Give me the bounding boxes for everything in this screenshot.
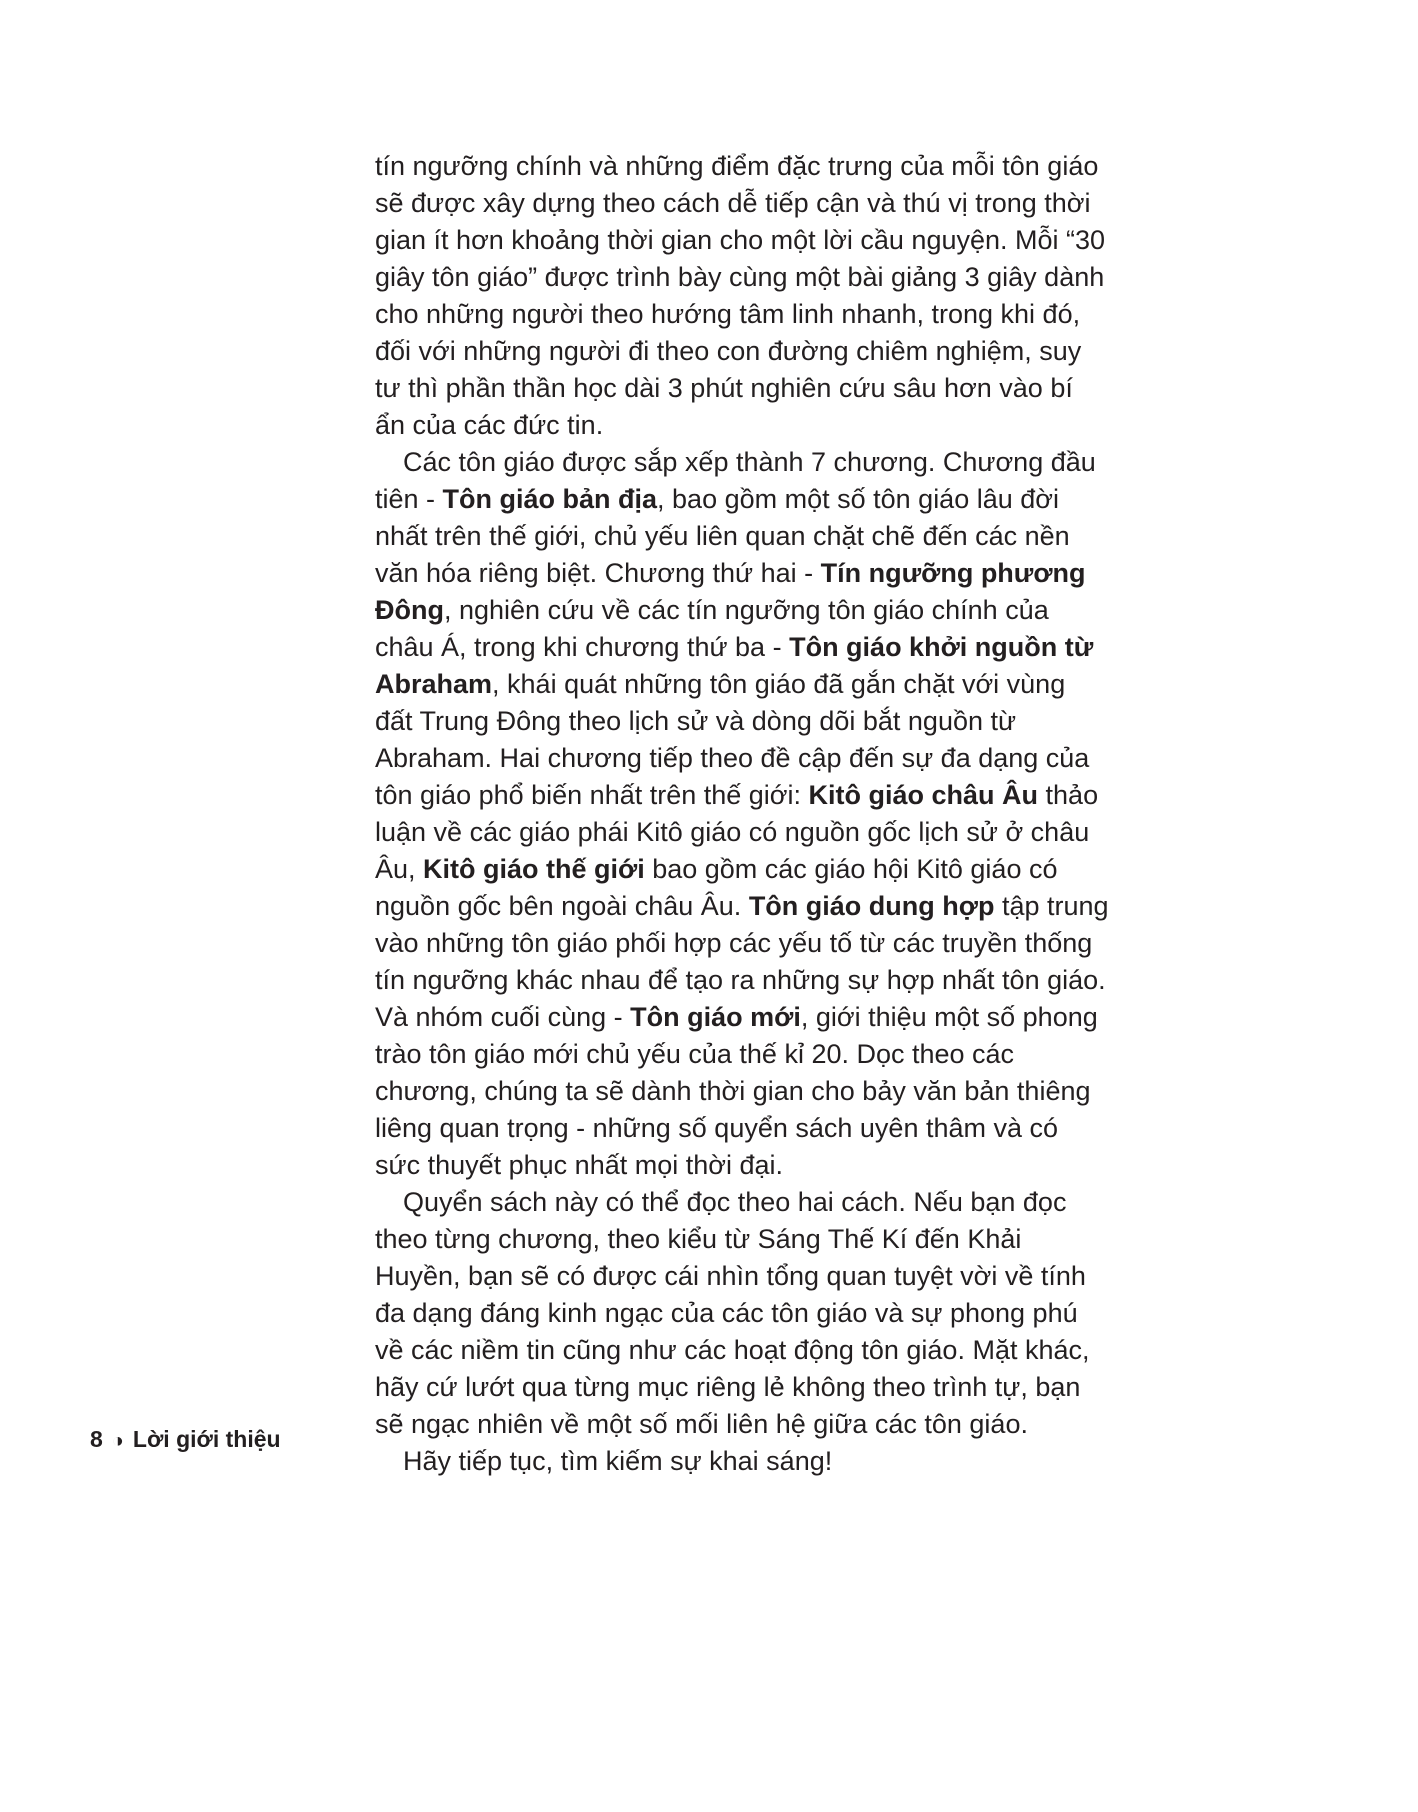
- text-run: Quyển sách này có thể đọc theo hai cách. Nếu bạn đọc theo từng chương, theo kiểu từ Sáng Thế Kí đến Khải Huyền, bạn sẽ có được cái nhìn tổng quan tuyệt vời về tính đa dạng đáng kinh ngạc của các tôn giáo và sự phong phú về các niềm tin cũng như các hoạt động tôn giáo. Mặt khác, hãy cứ lướt qua từng mục riêng lẻ không theo trình tự, bạn sẽ ngạc nhiên về một số mối liên hệ giữa các tôn giáo.: [375, 1187, 1090, 1439]
- section-title: Lời giới thiệu: [132, 1426, 281, 1452]
- body-text: [375, 148, 1110, 1480]
- text-run: , khái quát những tôn giáo đã gắn chặt với vùng đất Trung Đông theo lịch sử và dòng dõi bắt nguồn từ Abraham. Hai chương tiếp theo đề cập đến sự đa dạng của tôn giáo phổ biến nhất trên thế giới:: [375, 669, 1090, 810]
- text-run: , bao gồm một số tôn giáo lâu đời nhất trên thế giới, chủ yếu liên quan chặt chẽ đến các nền văn hóa riêng biệt. Chương thứ hai -: [375, 484, 1070, 588]
- text-run: tập trung vào những tôn giáo phối hợp các yếu tố từ các truyền thống tín ngưỡng khác nhau để tạo ra những sự hợp nhất tôn giáo. Và nhóm cuối cùng -: [375, 891, 1109, 1032]
- bold-text-run: Tôn giáo dung hợp: [748, 891, 995, 921]
- text-run: thảo luận về các giáo phái Kitô giáo có nguồn gốc lịch sử ở châu Âu,: [375, 780, 1099, 884]
- paragraph: [375, 1184, 1110, 1443]
- half-circle-icon: ◑: [111, 1429, 124, 1452]
- bold-text-run: Tôn giáo bản địa: [442, 484, 658, 514]
- paragraph: [375, 1443, 1110, 1480]
- text-run: Các tôn giáo được sắp xếp thành 7 chương. Chương đầu tiên -: [375, 447, 1096, 514]
- bold-text-run: Tôn giáo khởi nguồn từ Abraham: [375, 632, 1094, 699]
- bold-text-run: Tôn giáo mới: [630, 1002, 801, 1032]
- page-footer: [90, 1426, 281, 1453]
- paragraph: [375, 444, 1110, 1184]
- text-run: , giới thiệu một số phong trào tôn giáo mới chủ yếu của thế kỉ 20. Dọc theo các chương, chúng ta sẽ dành thời gian cho bảy văn bản thiêng liêng quan trọng - những số quyển sách uyên thâm và có sức thuyết phục nhất mọi thời đại.: [375, 1002, 1098, 1180]
- text-run: bao gồm các giáo hội Kitô giáo có nguồn gốc bên ngoài châu Âu.: [375, 854, 1058, 921]
- page-number: 8: [90, 1426, 103, 1452]
- bold-text-run: Kitô giáo thế giới: [423, 854, 645, 884]
- text-run: Hãy tiếp tục, tìm kiếm sự khai sáng!: [403, 1446, 833, 1476]
- text-run: , nghiên cứu về các tín ngưỡng tôn giáo chính của châu Á, trong khi chương thứ ba -: [375, 595, 1049, 662]
- text-run: tín ngưỡng chính và những điểm đặc trưng của mỗi tôn giáo sẽ được xây dựng theo cách dễ tiếp cận và thú vị trong thời gian ít hơn khoảng thời gian cho một lời cầu nguyện. Mỗi “30 giây tôn giáo” được trình bày cùng một bài giảng 3 giây dành cho những người theo hướng tâm linh nhanh, trong khi đó, đối với những người đi theo con đường chiêm nghiệm, suy tư thì phần thần học dài 3 phút nghiên cứu sâu hơn vào bí ẩn của các đức tin.: [375, 151, 1106, 440]
- bold-text-run: Kitô giáo châu Âu: [808, 780, 1039, 810]
- paragraph: [375, 148, 1110, 444]
- bold-text-run: Tín ngưỡng phương Đông: [375, 558, 1086, 625]
